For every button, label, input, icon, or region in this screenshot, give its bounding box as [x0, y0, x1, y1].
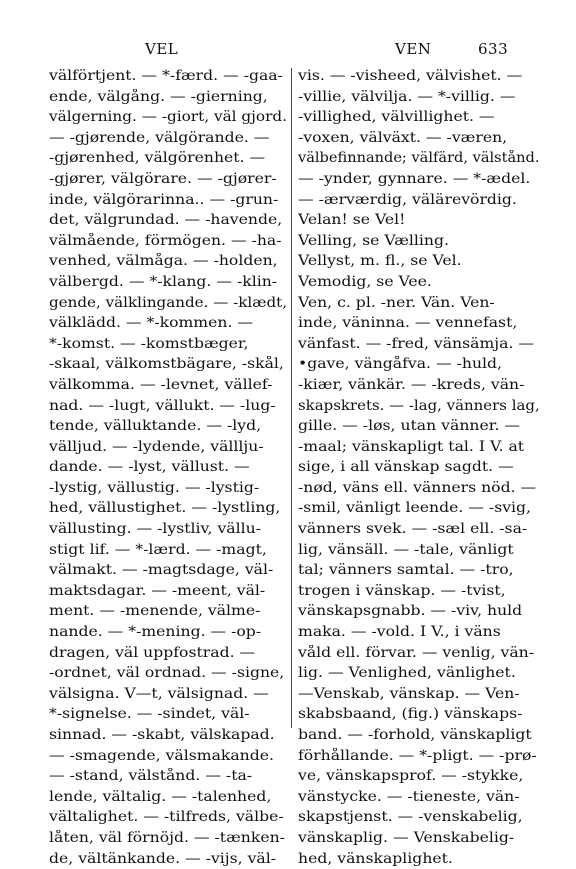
- text-line: — -smagende, välsmakande.: [49, 747, 274, 764]
- text-line: -kiær, vänkär. — -kreds, vän-: [298, 376, 525, 393]
- text-line: — -ynder, gynnare. — *-ædel.: [298, 170, 531, 187]
- text-line: vänfast. — -fred, vänsämja. —: [298, 335, 535, 352]
- text-line: sige, i all vänskap sagdt. —: [298, 459, 514, 476]
- text-line: vänskaplig. — Venskabelig-: [298, 829, 515, 846]
- text-line: välförtjent. — *-færd. — -gaa-: [49, 68, 283, 84]
- text-line: förhållande. — *-pligt. — -prø-: [298, 747, 537, 764]
- text-line: dande. — -lyst, vällust. —: [49, 459, 250, 476]
- text-line: skabsbaand, (fig.) vänskaps-: [298, 706, 523, 723]
- text-line: låten, väl förnöjd. — -tænken-: [49, 829, 285, 846]
- text-line: välklädd. — *-kommen. —: [49, 315, 254, 332]
- column-divider: [291, 68, 292, 728]
- text-line: de, vältänkande. — -vijs, väl-: [49, 850, 277, 867]
- text-line: vänners svek. — -sæl ell. -sa-: [298, 521, 528, 538]
- text-line: sinnad. — -skabt, välskapad.: [49, 727, 275, 743]
- text-line: välbefinnande; välfärd, välstånd.: [298, 150, 540, 167]
- text-line: hed, vänskaplighet.: [298, 850, 453, 867]
- text-line: ende, välgång. — -gierning,: [49, 88, 268, 105]
- running-header: [40, 40, 550, 60]
- text-line: vänskapsgnabb. — -viv, huld: [298, 603, 523, 620]
- text-line: inde, välgörarinna.. — -grun-: [49, 191, 279, 208]
- text-line: ve, vänskapsprof. — -stykke,: [298, 768, 524, 785]
- text-line: välljud. — -lydende, välllju-: [49, 438, 264, 455]
- header-right-guide-word: VEN: [395, 40, 432, 58]
- text-line: -lystig, vällustig. — -lystig-: [49, 479, 260, 496]
- text-line: välbergd. — *-klang. — -klin-: [49, 273, 278, 290]
- text-line: välmående, förmögen. — -ha-: [49, 232, 282, 249]
- left-column: [49, 66, 287, 869]
- text-line: venhed, välmåga. — -holden,: [49, 253, 278, 270]
- text-line: band. — -forhold, vänskapligt: [298, 727, 532, 743]
- text-line: •gave, vängåfva. — -huld,: [298, 356, 502, 373]
- text-line: — -stand, välstånd. — -ta-: [49, 768, 253, 785]
- text-line: -villighed, välvillighet. —: [298, 109, 495, 126]
- text-line: skapstjenst. — -venskabelig,: [298, 809, 523, 826]
- text-line: -villie, välvilja. — *-villig. —: [298, 88, 516, 105]
- text-line: tal; vänners samtal. — -tro,: [298, 562, 514, 579]
- right-column: [298, 66, 540, 869]
- text-line: gende, välklingande. — -klædt,: [49, 294, 287, 311]
- text-line: nande. — *-mening. — -op-: [49, 624, 262, 641]
- text-line: gille. — -løs, utan vänner. —: [298, 418, 521, 435]
- text-line: ment. — -menende, välme-: [49, 603, 261, 620]
- text-line: våld ell. förvar. — venlig, vän-: [298, 644, 535, 661]
- text-line: *-komst. — -komstbæger,: [49, 335, 249, 352]
- text-line: det, välgrundad. — -havende,: [49, 212, 283, 229]
- text-line: -skaal, välkomstbägare, -skål,: [49, 356, 284, 373]
- text-line: nad. — -lugt, vällukt. — -lug-: [49, 397, 276, 414]
- text-line: -nød, väns ell. vänners nöd. —: [298, 479, 537, 496]
- text-line: Vemodig, se Vee.: [298, 273, 432, 290]
- text-line: -voxen, välväxt. — -væren,: [298, 129, 508, 146]
- page-number: 633: [478, 40, 509, 58]
- text-line: maka. — -vold. I V., i väns: [298, 624, 501, 641]
- text-line: hed, vällustighet. — -lystling,: [49, 500, 281, 517]
- text-line: välgerning. — -giort, väl gjord.: [49, 109, 287, 126]
- text-line: vis. — -visheed, välvishet. —: [298, 68, 523, 84]
- text-line: trogen i vänskap. — -tvist,: [298, 582, 506, 599]
- text-line: -maal; vänskapligt tal. I V. at: [298, 438, 525, 455]
- text-line: Vellyst, m. fl., se Vel.: [298, 253, 462, 270]
- text-line: välmakt. — -magtsdage, väl-: [49, 562, 274, 579]
- text-line: vänstycke. — -tieneste, vän-: [298, 788, 520, 805]
- text-line: stigt lif. — *-lærd. — -magt,: [49, 541, 267, 558]
- text-line: tende, välluktande. — -lyd,: [49, 418, 262, 435]
- text-line: Ven, c. pl. -ner. Vän. Ven-: [298, 294, 495, 311]
- text-line: Velan! se Vel!: [298, 212, 406, 229]
- text-line: lende, vältalig. — -talenhed,: [49, 788, 272, 805]
- text-line: vältalighet. — -tilfreds, välbe-: [49, 809, 284, 826]
- text-line: lig, vänsäll. — -tale, vänligt: [298, 541, 514, 558]
- text-line: välkomma. — -levnet, vällef-: [49, 376, 273, 393]
- text-line: välsigna. V—t, välsignad. —: [49, 685, 269, 702]
- text-line: — -ærværdig, välärevördig.: [298, 191, 517, 208]
- text-line: vällusting. — -lystliv, vällu-: [49, 521, 261, 538]
- text-line: -gjørenhed, välgörenhet. —: [49, 150, 266, 167]
- text-line: maktsdagar. — -meent, väl-: [49, 582, 266, 599]
- text-line: -smil, vänligt leende. — -svig,: [298, 500, 532, 517]
- text-line: *-signelse. — -sindet, väl-: [49, 706, 250, 723]
- text-line: skapskrets. — -lag, vänners lag,: [298, 397, 540, 414]
- text-line: lig. — Venlighed, vänlighet.: [298, 665, 516, 682]
- header-left-guide-word: VEL: [145, 40, 179, 58]
- text-line: -ordnet, väl ordnad. — -signe,: [49, 665, 285, 682]
- text-line: Velling, se Vælling.: [298, 232, 449, 249]
- text-line: —Venskab, vänskap. — Ven-: [298, 685, 520, 702]
- text-line: — -gjørende, välgörande. —: [49, 129, 270, 146]
- text-line: inde, väninna. — vennefast,: [298, 315, 518, 332]
- text-line: -gjører, välgörare. — -gjører-: [49, 170, 277, 187]
- text-line: dragen, väl uppfostrad. —: [49, 644, 256, 661]
